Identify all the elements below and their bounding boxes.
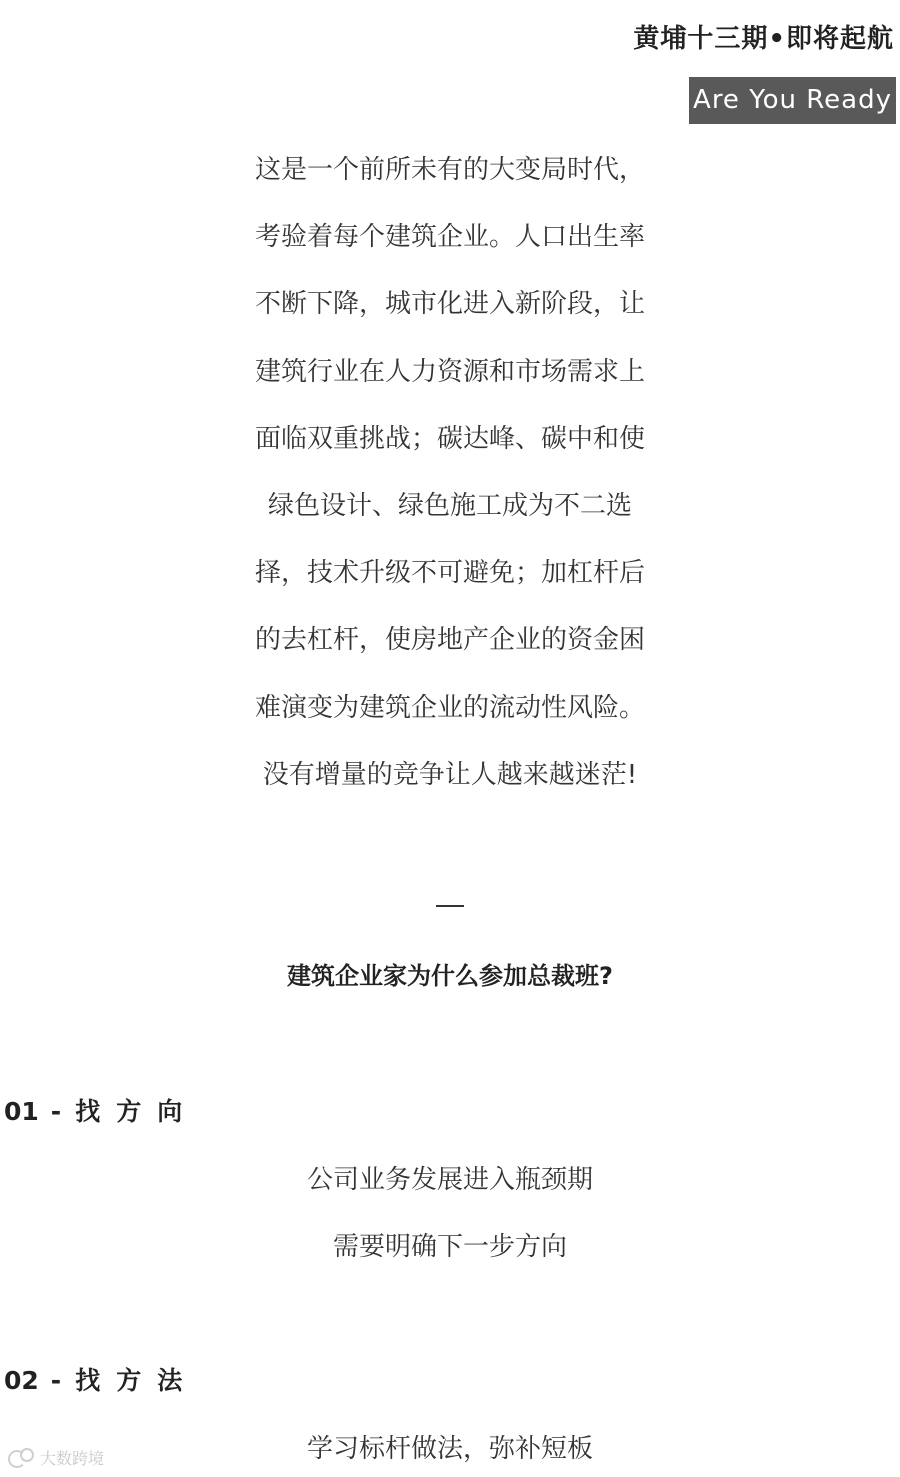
point-number: 01 bbox=[4, 1097, 39, 1126]
intro-line: 的去杠杆，使房地产企业的资金困 bbox=[254, 625, 645, 656]
point-title: 找方向 bbox=[75, 1097, 199, 1126]
point-dash: - bbox=[50, 1366, 62, 1395]
point-title: 找方法 bbox=[75, 1366, 199, 1395]
point-1-line: 公司业务发展进入瓶颈期 bbox=[306, 1165, 593, 1195]
intro-line: 绿色设计、绿色施工成为不二选 bbox=[267, 490, 632, 521]
intro-line: 难演变为建筑企业的流动性风险。 bbox=[254, 692, 645, 723]
section-question: 建筑企业家为什么参加总裁班? bbox=[287, 962, 613, 990]
watermark bbox=[8, 1446, 104, 1469]
section-divider bbox=[436, 905, 464, 907]
intro-line: 这是一个前所未有的大变局时代， bbox=[254, 155, 645, 185]
are-you-ready-badge: Are You Ready bbox=[689, 77, 896, 124]
point-2-line: 学习标杆做法，弥补短板 bbox=[306, 1434, 593, 1464]
intro-line: 考验着每个建筑企业。人口出生率 bbox=[254, 222, 645, 253]
point-dash: - bbox=[50, 1097, 62, 1126]
page-title: 黄埔十三期•即将起航 bbox=[633, 24, 894, 54]
intro-line: 择，技术升级不可避免；加杠杆后 bbox=[254, 558, 645, 589]
point-heading-1 bbox=[4, 1092, 198, 1128]
point-1-line: 需要明确下一步方向 bbox=[332, 1232, 567, 1262]
intro-line: 面临双重挑战；碳达峰、碳中和使 bbox=[254, 423, 645, 454]
watermark-logo-icon bbox=[8, 1448, 34, 1468]
intro-line: 建筑行业在人力资源和市场需求上 bbox=[254, 356, 645, 387]
point-number: 02 bbox=[4, 1366, 39, 1395]
watermark-text: 大数跨境 bbox=[40, 1449, 105, 1468]
intro-paragraph bbox=[0, 148, 900, 820]
intro-line: 没有增量的竞争让人越来越迷茫! bbox=[262, 759, 638, 790]
intro-line: 不断下降，城市化进入新阶段，让 bbox=[254, 289, 645, 320]
point-heading-2 bbox=[4, 1361, 198, 1397]
